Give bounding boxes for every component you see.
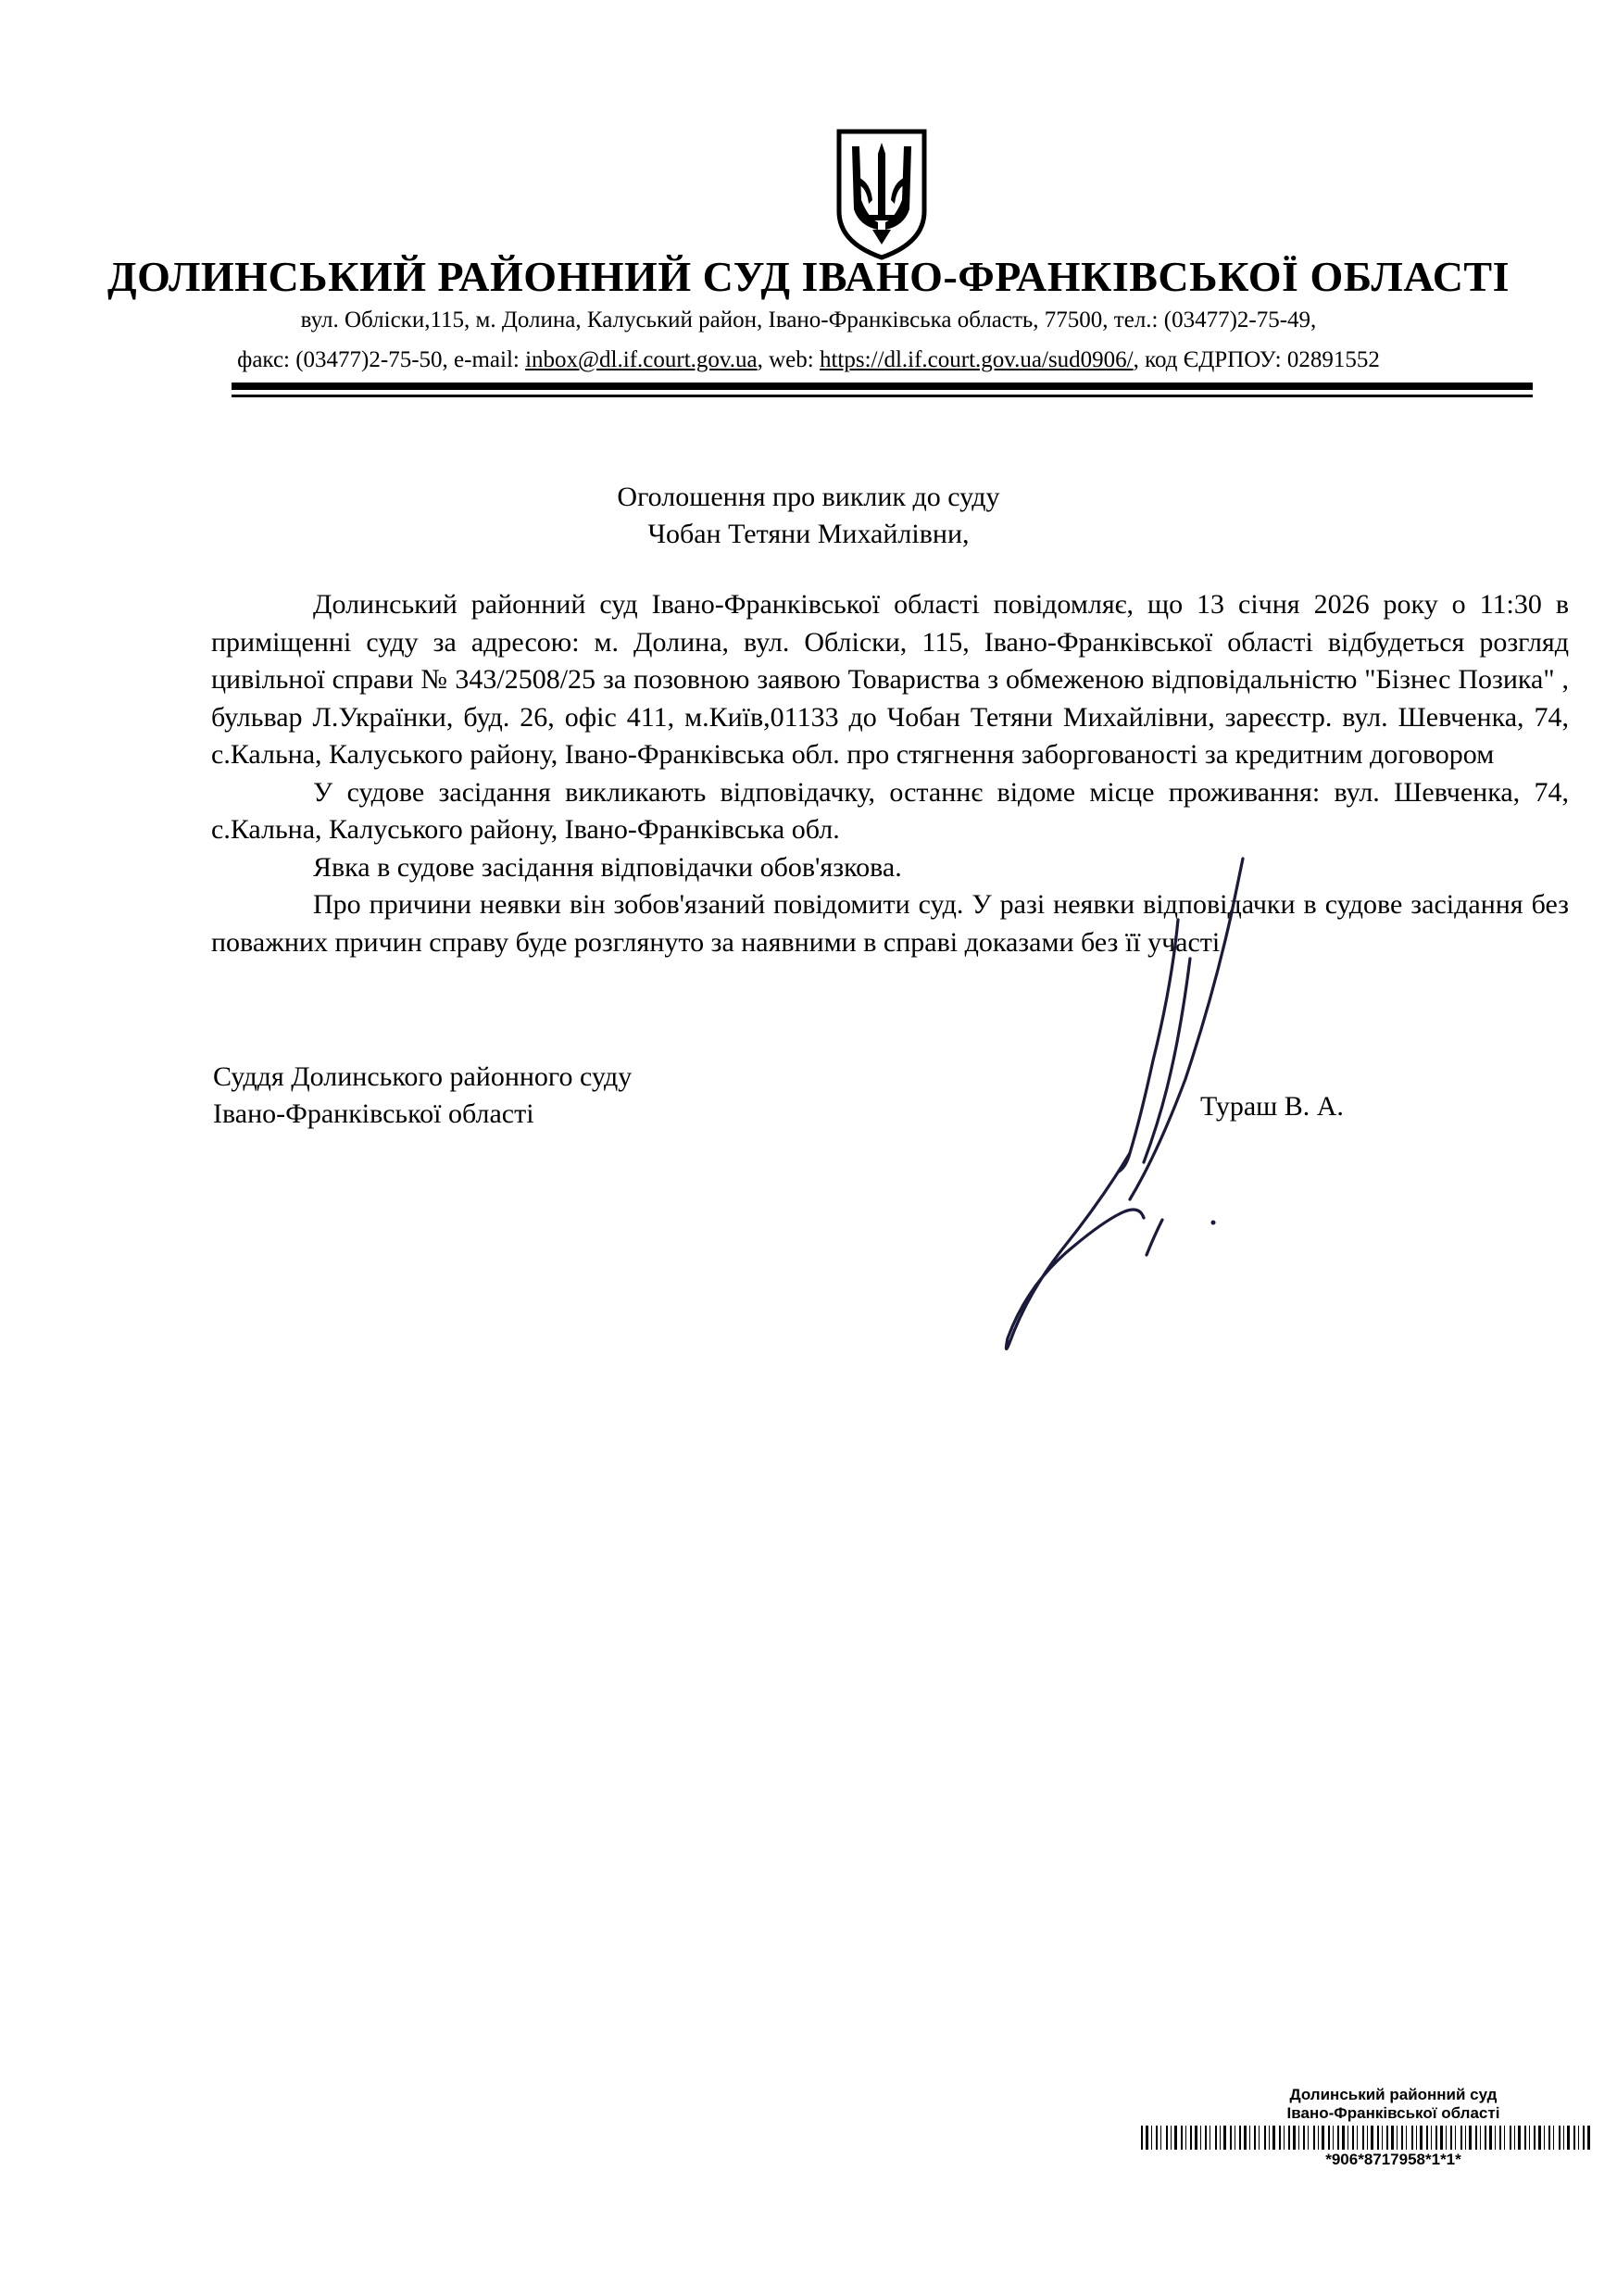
coat-of-arms-emblem xyxy=(832,126,932,261)
notice-paragraph: Про причини неявки він зобов'язаний повідомити суд. У разі неявки відповідачки в судове засідання без поважних причин справу буде розглянуто за наявними в справі доказами без її участі xyxy=(211,889,1569,958)
notice-paragraph: Явка в судове засідання відповідачки обов'язкова. xyxy=(313,851,902,883)
email-link[interactable]: inbox@dl.if.court.gov.ua xyxy=(525,347,758,372)
web-link[interactable]: https://dl.if.court.gov.ua/sud0906/ xyxy=(819,347,1134,372)
notice-paragraph: У судове засідання викликають відповідачку, останнє відоме місце проживання: вул. Шевченка, 74, с.Кальна, Калуського району, Івано-Франківська обл. xyxy=(211,776,1569,845)
judge-position-line: Івано-Франківської області xyxy=(213,1098,534,1129)
court-contacts xyxy=(0,347,1617,373)
header-divider-thick xyxy=(232,383,1533,390)
handwritten-signature xyxy=(991,847,1269,1366)
court-name: ДОЛИНСЬКИЙ РАЙОННИЙ СУД ІВАНО-ФРАНКІВСЬКОЇ ОБЛАСТІ xyxy=(107,253,1510,300)
stamp-court-line: Долинський районний суд xyxy=(1289,2086,1498,2103)
barcode xyxy=(1141,2126,1590,2150)
judge-position xyxy=(213,1059,632,1133)
notice-person: Чобан Тетяни Михайлівни, xyxy=(647,519,970,549)
header-divider-thin xyxy=(232,395,1533,397)
judge-position-line: Суддя Долинського районного суду xyxy=(213,1061,633,1092)
notice-paragraph: Долинський районний суд Івано-Франківської області повідомляє, що 13 січня 2026 року о 11:30 в приміщенні суду за адресою: м. Долина, вул. Обліски, 115, Івано-Франківської області відбудеться розгляд цивільної справи № 343/2508/25 за позовною заявою Товариства з обмеженою відповідальністю "Бізнес Позика" , бульвар Л.Українки, буд. 26, офіс 411, м.Київ,01133 до Чобан Тетяни Михайлівни, зареєстр. вул. Шевченка, 74, с.Кальна, Калуського району, Івано-Франківська обл. про стягнення заборгованості за кредитним договором xyxy=(211,589,1569,770)
fax-label: факс: (03477)2-75-50, e-mail: xyxy=(237,347,526,372)
web-label: , web: xyxy=(757,347,820,372)
court-address: вул. Обліски,115, м. Долина, Калуський район, Івано-Франківська область, 77500, тел.: (03477)2-75-49, xyxy=(300,307,1317,332)
notice-title: Оголошення про виклик до суду xyxy=(617,482,1000,512)
notice-body xyxy=(211,586,1569,961)
judge-name: Тураш В. А. xyxy=(1200,1091,1344,1122)
registry-stamp xyxy=(1141,2086,1590,2169)
edrpou-code: , код ЄДРПОУ: 02891552 xyxy=(1133,347,1380,372)
barcode-number: *906*8717958*1*1* xyxy=(1325,2151,1461,2168)
stamp-region-line: Івано-Франківської області xyxy=(1286,2104,1500,2122)
